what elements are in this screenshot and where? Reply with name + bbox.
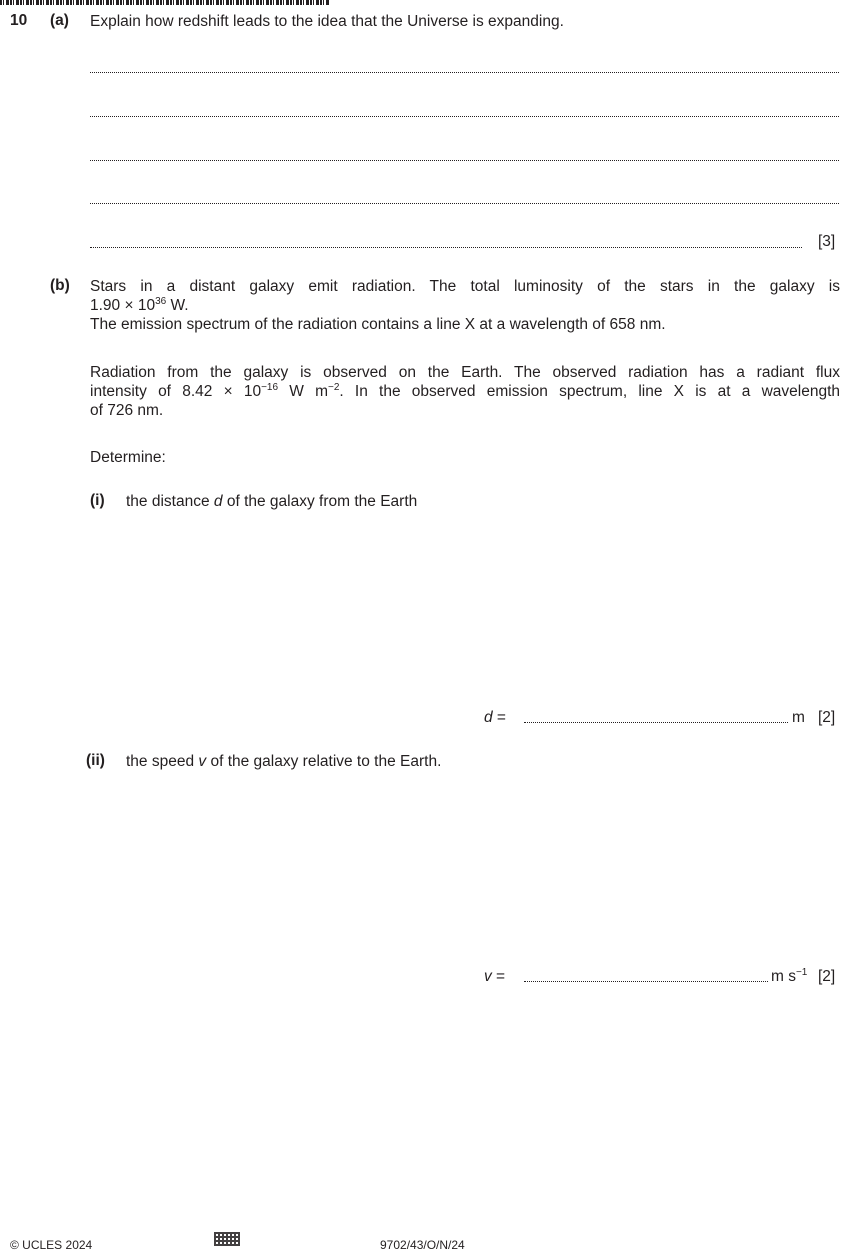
footer-paper-code: 9702/43/O/N/24 <box>380 1238 465 1252</box>
sub-ii-question: the speed v of the galaxy relative to the Earth. <box>126 753 442 770</box>
sub-i-answer-label: d = <box>484 709 506 726</box>
answer-line-2[interactable] <box>90 116 839 117</box>
part-a-question: Explain how redshift leads to the idea that the Universe is expanding. <box>90 13 564 30</box>
sub-i-question: the distance d of the galaxy from the Earth <box>126 493 418 510</box>
p1-line3: The emission spectrum of the radiation contains a line X at a wavelength of 658 nm. <box>90 316 666 333</box>
part-a-marks: [3] <box>818 233 836 250</box>
sub-i-marks: [2] <box>818 709 836 726</box>
footer-copyright: © UCLES 2024 <box>10 1238 93 1252</box>
top-barcode <box>0 0 330 5</box>
sub-ii-marks: [2] <box>818 968 836 985</box>
determine-label: Determine: <box>90 449 166 466</box>
answer-line-5[interactable] <box>90 247 802 248</box>
p2-line2: intensity of $8.42 \times 10^{-16}$ W $m^{-2}$. In the observed emission spectrum, line X is at a wavelength <box>90 382 840 400</box>
distance-answer-field[interactable] <box>524 722 788 723</box>
question-number: 10 <box>10 12 28 29</box>
sub-i-label: (i) <box>90 492 105 509</box>
part-b-label: (b) <box>50 277 70 294</box>
answer-line-3[interactable] <box>90 160 839 161</box>
speed-answer-field[interactable] <box>524 981 768 982</box>
part-b-paragraph-2 <box>90 363 840 420</box>
answer-line-4[interactable] <box>90 203 839 204</box>
p2-line3: of 726 nm. <box>90 402 164 419</box>
part-a-label: (a) <box>50 12 69 29</box>
sub-ii-answer-label: v = <box>484 968 506 985</box>
answer-line-1[interactable] <box>90 72 839 73</box>
part-b-paragraph-1 <box>90 277 840 334</box>
footer-qr-code <box>214 1232 240 1246</box>
sub-ii-unit: m $s^{-1}$ <box>771 967 808 985</box>
sub-ii-label: (ii) <box>86 752 105 769</box>
p1-line1: Stars in a distant galaxy emit radiation. The total luminosity of the stars in the galaxy is <box>90 278 840 295</box>
p1-line2: $1.90 \times 10^{36}$ W. <box>90 296 189 314</box>
sub-i-unit: m <box>792 709 805 726</box>
p2-line1: Radiation from the galaxy is observed on the Earth. The observed radiation has a radiant flux <box>90 364 840 381</box>
